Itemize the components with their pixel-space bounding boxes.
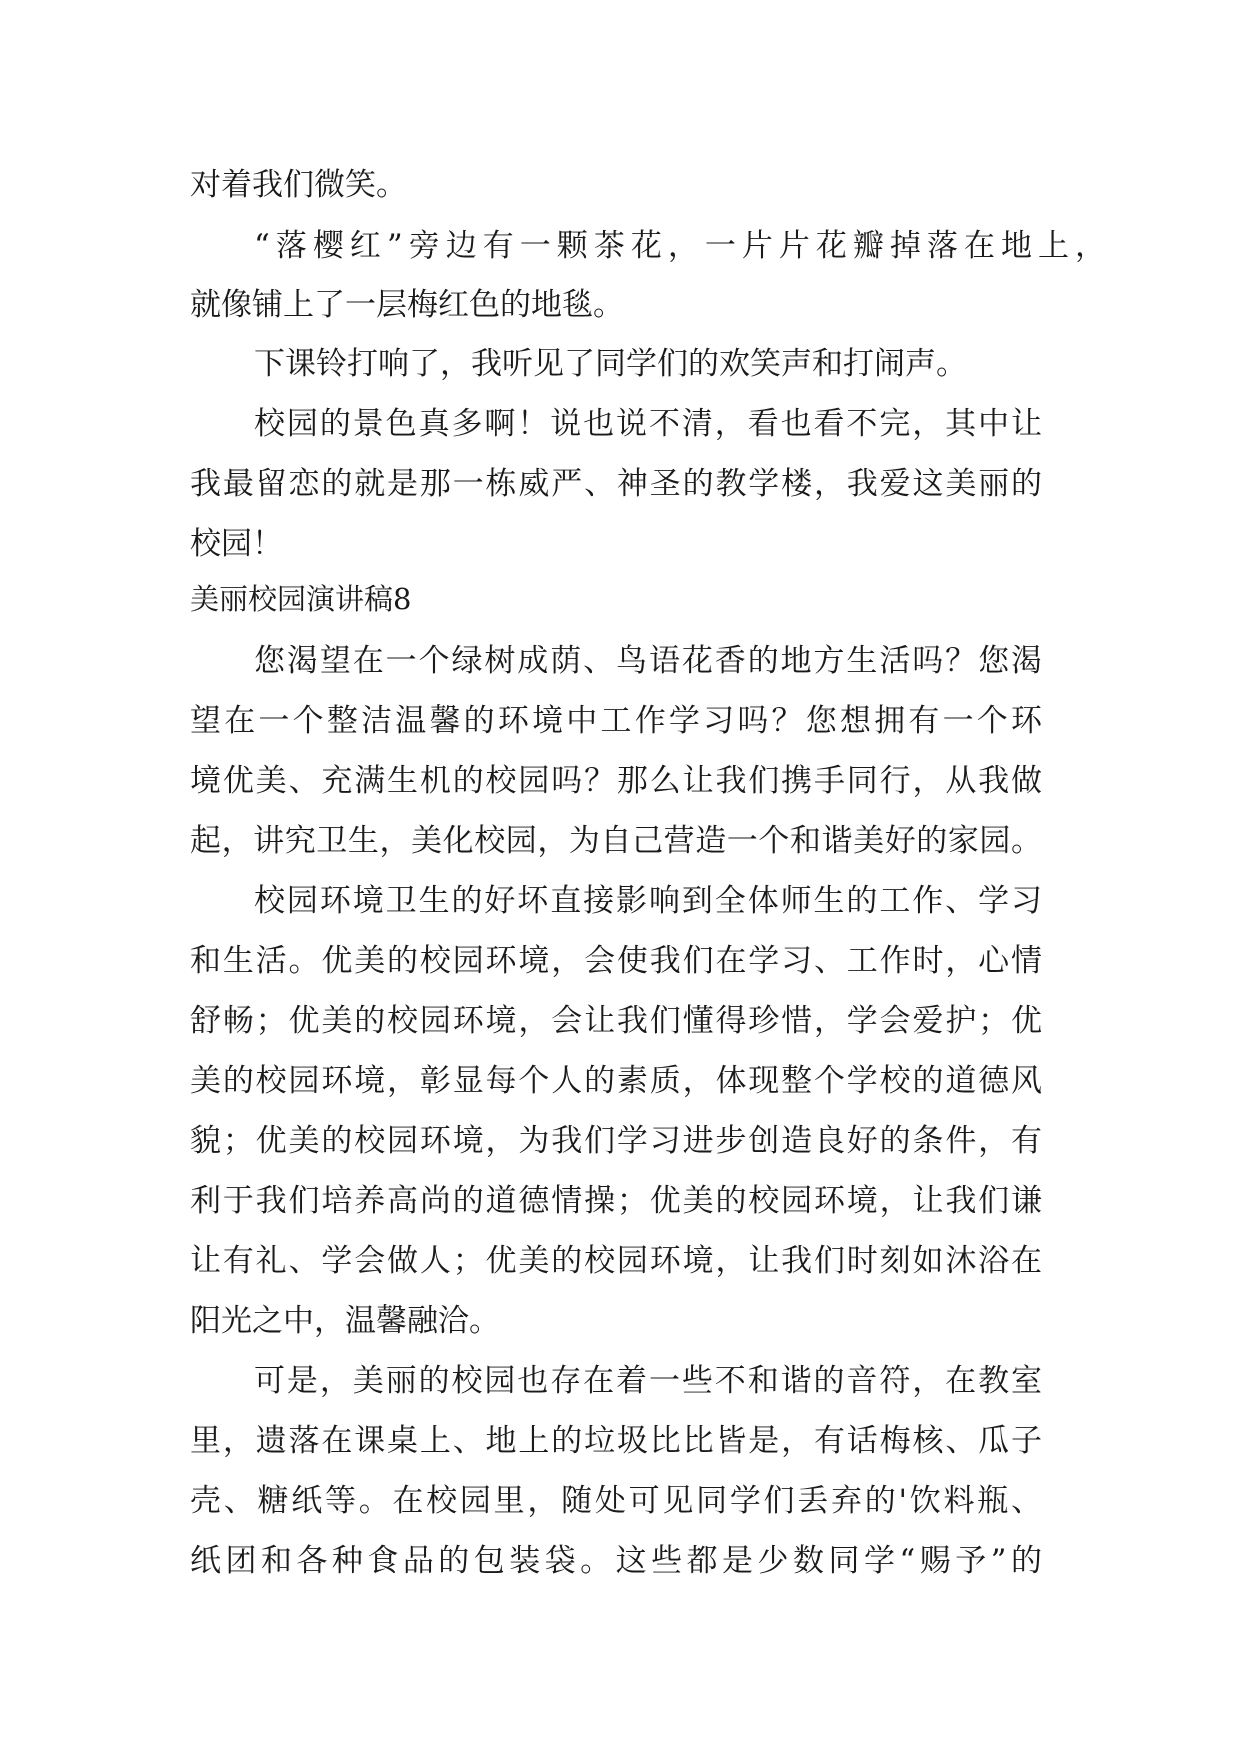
text-line: 对着我们微笑。 (190, 167, 407, 203)
section-heading: 美丽校园演讲稿8 (190, 582, 412, 616)
text-line: 起，讲究卫生，美化校园，为自己营造一个和谐美好的家园。 (190, 823, 1042, 859)
text-line: 里，遗落在课桌上、地上的垃圾比比皆是，有话梅核、瓜子 (190, 1423, 1042, 1459)
text-line: 貌；优美的校园环境，为我们学习进步创造良好的条件，有 (190, 1123, 1042, 1159)
text-line: 校园！ (190, 526, 283, 562)
text-line: 可是，美丽的校园也存在着一些不和谐的音符，在教室 (254, 1363, 1042, 1399)
text-line: 和生活。优美的校园环境，会使我们在学习、工作时，心情 (190, 943, 1042, 979)
text-line: “落樱红”旁边有一颗茶花，一片片花瓣掉落在地上， (254, 228, 1106, 264)
text-line: 境优美、充满生机的校园吗？那么让我们携手同行，从我做 (190, 763, 1042, 799)
text-line: 下课铃打响了，我听见了同学们的欢笑声和打闹声。 (254, 346, 967, 382)
text-line: 您渴望在一个绿树成荫、鸟语花香的地方生活吗？您渴 (254, 643, 1042, 679)
text-line: 校园的景色真多啊！说也说不清，看也看不完，其中让 (254, 406, 1042, 442)
text-line: 利于我们培养高尚的道德情操；优美的校园环境，让我们谦 (190, 1183, 1042, 1219)
text-line: 就像铺上了一层梅红色的地毯。 (190, 287, 624, 323)
text-line: 校园环境卫生的好坏直接影响到全体师生的工作、学习 (254, 883, 1042, 919)
text-line: 我最留恋的就是那一栋威严、神圣的教学楼，我爱这美丽的 (190, 466, 1042, 502)
text-line: 让有礼、学会做人；优美的校园环境，让我们时刻如沐浴在 (190, 1243, 1042, 1279)
text-line: 舒畅；优美的校园环境，会让我们懂得珍惜，学会爱护；优 (190, 1003, 1042, 1039)
text-line: 美的校园环境，彰显每个人的素质，体现整个学校的道德风 (190, 1063, 1042, 1099)
text-line: 望在一个整洁温馨的环境中工作学习吗？您想拥有一个环 (190, 703, 1042, 739)
text-line: 阳光之中，温馨融洽。 (190, 1303, 500, 1339)
text-line: 壳、糖纸等。在校园里，随处可见同学们丢弃的'饮料瓶、 (190, 1483, 1042, 1519)
text-line: 纸团和各种食品的包装袋。这些都是少数同学“赐予”的 (190, 1543, 1042, 1579)
